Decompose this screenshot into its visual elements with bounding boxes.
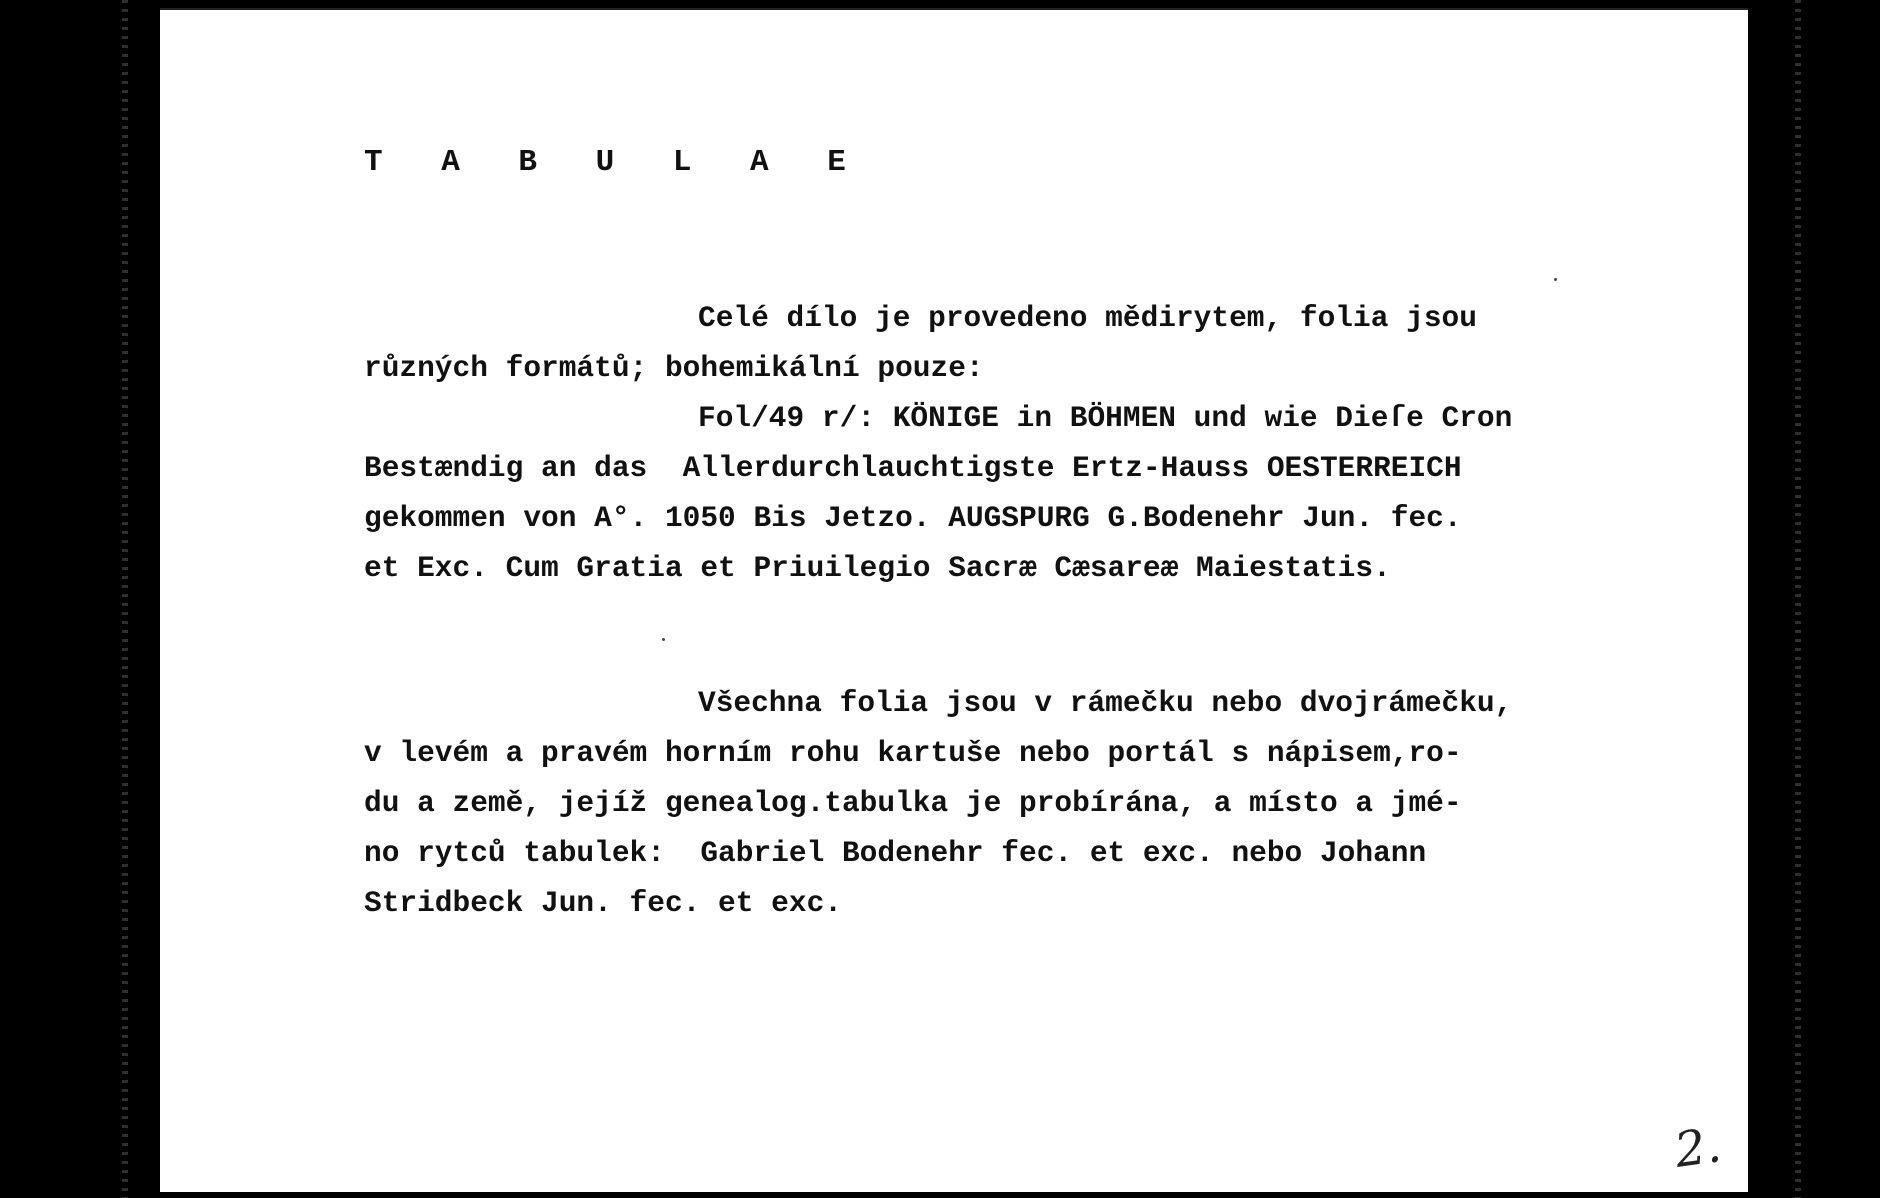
scan-speck [1554,278,1557,281]
scan-speck [662,638,665,641]
paragraph-description [364,293,1664,593]
scan-edge-left [122,0,128,1198]
text-line: gekommen von A°. 1050 Bis Jetzo. AUGSPURG G.Bodenehr Jun. fec. [364,501,1462,535]
scan-edge-right [1795,0,1801,1198]
text-line: různých formátů; bohemikální pouze: [364,351,984,385]
text-line: no rytců tabulek: Gabriel Bodenehr fec. et exc. nebo Johann [364,836,1427,870]
text-line: Všechna folia jsou v rámečku nebo dvojrámečku, [698,686,1513,720]
text-line: Stridbeck Jun. fec. et exc. [364,886,842,920]
card-title: T A B U L A E [364,145,866,180]
paragraph-frames [364,678,1664,928]
text-line: Celé dílo je provedeno mědirytem, folia jsou [698,301,1477,335]
handwritten-page-number: 2. [1671,1117,1725,1179]
text-line: du a země, jejíž genealog.tabulka je probírána, a místo a jmé- [364,786,1462,820]
index-card [160,8,1748,1192]
text-line: et Exc. Cum Gratia et Priuilegio Sacræ Cæsareæ Maiestatis. [364,551,1391,585]
text-line: Fol/49 r/: KÖNIGE in BÖHMEN und wie Dieſe Cron [698,401,1513,435]
text-line: Bestændig an das Allerdurchlauchtigste Ertz-Hauss OESTERREICH [364,451,1462,485]
text-line: v levém a pravém horním rohu kartuše nebo portál s nápisem,ro- [364,736,1462,770]
